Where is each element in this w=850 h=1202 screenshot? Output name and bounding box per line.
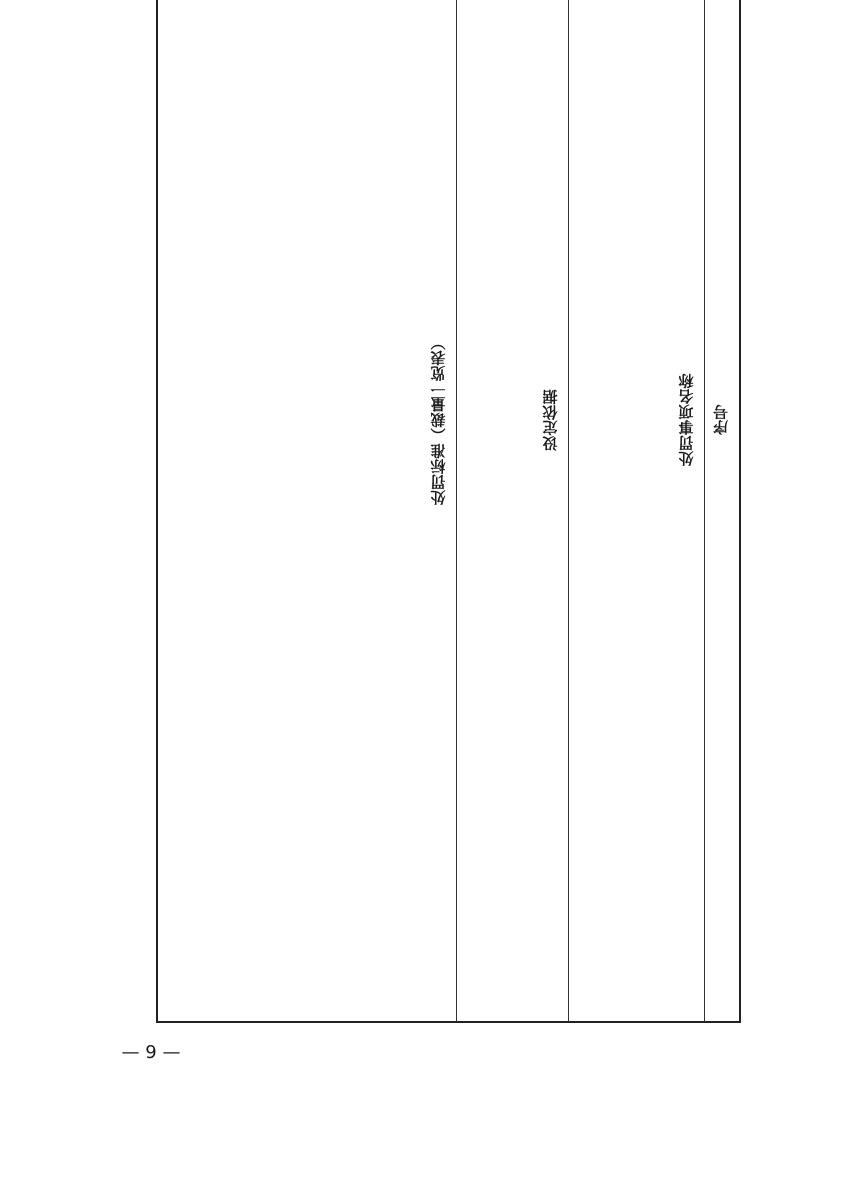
header-basis: 设定依据 bbox=[541, 389, 560, 451]
page-number: — 9 — bbox=[121, 1041, 181, 1063]
header-num: 序号 bbox=[712, 404, 730, 436]
table-header-row bbox=[157, 0, 740, 1022]
header-standard-cell bbox=[157, 0, 457, 1022]
penalty-table-rotated bbox=[158, 113, 741, 1023]
header-standard: 处罚标准（裁量一览表） bbox=[429, 334, 448, 506]
header-num-cell bbox=[705, 0, 740, 1022]
header-item-cell bbox=[569, 0, 705, 1022]
penalty-table bbox=[156, 0, 741, 1023]
header-basis-cell bbox=[457, 0, 569, 1022]
header-item: 处罚事项名称 bbox=[677, 373, 696, 467]
